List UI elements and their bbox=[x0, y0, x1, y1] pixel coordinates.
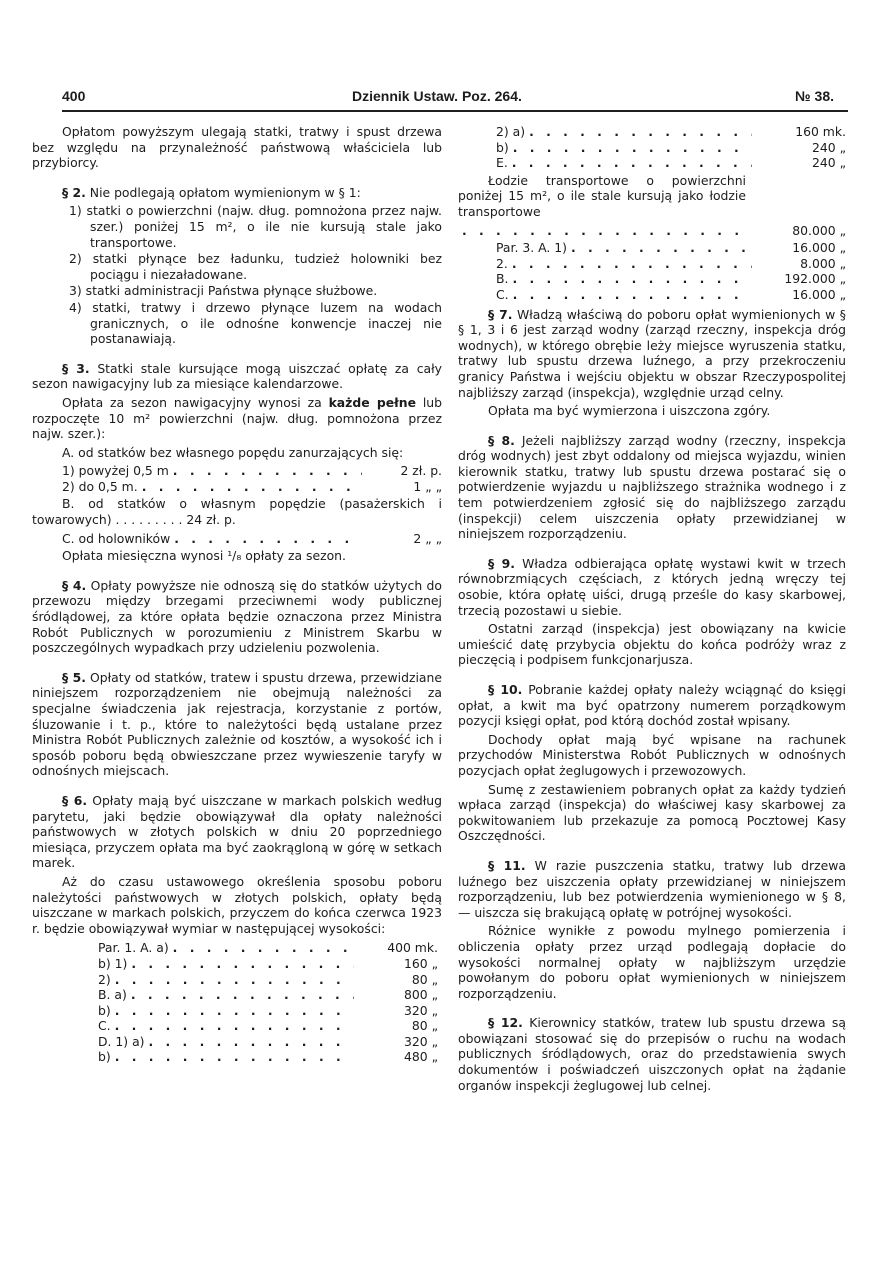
section-6-transitional: Aż do czasu ustawowego określenia sposobu poboru należytości państwowych w złotych polskich, opłaty będą uiszczane w markach polskich, przyczem do końca czerwca 1923 r. będzie obowiązywał wymiar w następującej wysokości: bbox=[32, 873, 442, 936]
list-item: 4) statki, tratwy i drzewo płynące luzem na wodach granicznych, o ile odnośne konwencje inaczej nie postanawiają. bbox=[69, 299, 442, 347]
section-8: § 8. Jeżeli najbliższy zarząd wodny (rzeczny, inspekcja dróg wodnych) jest zbyt oddalony od miejsca wyjazdu, winien kierownik statku, tratwy lub spustu drzewa postarać się o potwierdzenie wyjazdu u najbliższego strażnika wodnego i z tem potwierdzeniem zgłosić się do najbliższego zarządu (inspekcji) celem uiszczenia opłaty przewidzianej w niniejszem rozporządzeniu. bbox=[458, 432, 846, 542]
right-column bbox=[458, 124, 846, 1096]
section-7: § 7. Władzą właściwą do poboru opłat wymienionych w § § 1, 3 i 6 jest zarząd wodny (zarząd rzeczny, inspekcja dróg wodnych), w którego obrębie leży miejsce wyruszenia statku, tratwy lub spustu drzewa luźnego, a przy przekroczeniu granicy Państwa i wejściu objektu w obszar Rzeczypospolitej najbliższy zarząd (inspekcja), względnie urząd celny. bbox=[458, 306, 846, 400]
section-3-mark: § 3. bbox=[62, 360, 90, 376]
section-3-category-b: B. od statków o własnym popędzie (pasażerskich i towarowych) . . . . . . . . . 24 zł. p. bbox=[32, 496, 442, 528]
header-rule bbox=[62, 110, 848, 112]
section-3-text: Statki stale kursujące mogą uiszczać opłatę za cały sezon nawigacyjny lub za miesiące kalendarzowe. bbox=[32, 360, 442, 392]
fee-row: B. a) . . . 800 „ bbox=[98, 987, 438, 1003]
list-item: 3) statki administracji Państwa płynące służbowe. bbox=[69, 283, 378, 299]
fee-row: C. . . . 16.000 „ bbox=[496, 287, 846, 303]
journal-title: Dziennik Ustaw. Poz. 264. bbox=[352, 88, 522, 104]
section-11-differences: Różnice wynikłe z powodu mylnego pomierzenia i obliczenia opłaty przez urząd podlegają dopłacie do wysokości normalnej opłaty w najbliższym urzędzie powołanym do poboru opłat wymienionych w niniejszem rozporządzeniu. bbox=[458, 923, 846, 1001]
fee-row: b) . . . 320 „ bbox=[98, 1003, 438, 1019]
rate-row: C. od holowników . . . 2 „ „ bbox=[62, 531, 442, 547]
section-3-category-a: A. od statków bez własnego popędu zanurzających się: bbox=[62, 444, 404, 460]
fee-row: E. . . . 240 „ bbox=[496, 155, 846, 171]
page-header bbox=[62, 86, 842, 110]
section-3-category-c bbox=[62, 531, 442, 547]
list-item: 1) statki o powierzchni (najw. dług. pomnożona przez najw. szer.) poniżej 15 m², o ile nie kursują stale jako transportowe. bbox=[69, 203, 442, 250]
section-2-mark: § 2. bbox=[62, 184, 86, 200]
section-11: § 11. W razie puszczenia statku, tratwy lub drzewa luźnego bez uiszczenia opłaty przewidzianej w niniejszem rozporządzeniu, lub bez potwierdzenia wymienionego w § 8, — uiszcza się brakującą opłatę w potrójnej wysokości. bbox=[458, 857, 846, 920]
section-3-rates bbox=[62, 463, 442, 494]
mark-fee-table bbox=[98, 940, 438, 1065]
fee-row: C. . . . 80 „ bbox=[98, 1018, 438, 1034]
section-7-payment: Opłata ma być wymierzona i uiszczona zgóry. bbox=[488, 403, 771, 419]
fee-row: b) 1) . . . 160 „ bbox=[98, 956, 438, 972]
fee-row: Par. 1. A. a) . . . 400 mk. bbox=[98, 940, 438, 956]
page-number: 400 bbox=[62, 88, 86, 104]
fee-row: B. . . . 192.000 „ bbox=[496, 271, 846, 287]
section-10: § 10. Pobranie każdej opłaty należy wciągnąć do księgi opłat, a kwit ma być opatrzony numerem porządkowym pozycji księgi opłat, pod którą dochód został wpisany. bbox=[458, 682, 846, 729]
section-3-monthly: Opłata miesięczna wynosi ¹/₈ opłaty za sezon. bbox=[62, 548, 346, 564]
fee-row: 2) a) . . . 160 mk. bbox=[496, 124, 846, 140]
transport-boats-text: Łodzie transportowe o powierzchni poniżej 15 m², o ile stale kursują jako łodzie transportowe bbox=[458, 172, 746, 219]
section-3-rate-intro: Opłata za sezon nawigacyjny wynosi za każde pełne lub rozpoczęte 10 m² powierzchni (najw. dług. pomnożona przez najw. szer.): bbox=[32, 394, 442, 442]
section-12: § 12. Kierownicy statków, tratew lub spustu drzewa są obowiązani stosować się do przepisów o ruchu na wodach publicznych śródlądowych, oraz do przedstawienia swych dokumentów i poświadczeń uiszczonych opłat na żądanie organów inspekcji żeglugowej lub celnej. bbox=[458, 1015, 846, 1093]
list-item: 2) statki płynące bez ładunku, tudzież holowniki bez pociągu i niezaładowane. bbox=[69, 251, 442, 282]
fee-row: b) . . . 480 „ bbox=[98, 1049, 438, 1065]
section-6: § 6. Opłaty mają być uiszczane w markach polskich według parytetu, jaki będzie obowiązywał dla opłaty należności państwowych w złotych polskich w dniu 20 poprzedniego miesiąca, przyczem opłata ma być zaokrągloną w górę w setkach marek. bbox=[32, 792, 442, 871]
section-9: § 9. Władza odbierająca opłatę wystawi kwit w trzech równobrzmiących częściach, z których jedną wręczy tej osobie, która opłatę uiści, drugą prześle do kasy skarbowej, trzecią pozostawi u siebie. bbox=[458, 555, 846, 618]
fee-row: b) . . . 240 „ bbox=[496, 140, 846, 156]
section-2 bbox=[32, 185, 442, 201]
par-3-fee-table bbox=[496, 240, 846, 302]
section-4: § 4. Opłaty powyższe nie odnoszą się do statków użytych do przewozu między brzegami przeciwnemi wody publicznej śródlądowej, za które opłata będzie oznaczona przez Ministra Robót Publicznych w porozumieniu z Ministrem Skarbu w poszczególnych wypadkach przy udzieleniu pozwolenia. bbox=[32, 577, 442, 656]
mark-fee-table-continued bbox=[496, 124, 846, 171]
fee-row: 2. . . . 8.000 „ bbox=[496, 256, 846, 272]
rate-row: 1) powyżej 0,5 m . . . 2 zł. p. bbox=[62, 463, 442, 479]
rate-row: 2) do 0,5 m. . . . 1 „ „ bbox=[62, 479, 442, 495]
section-3 bbox=[32, 361, 442, 392]
section-9-last-office: Ostatni zarząd (inspekcja) jest obowiązany na kwicie umieścić datę przybycia objektu do końca podróży wraz z pieczęcią i podpisem funkcjonarjusza. bbox=[458, 621, 846, 668]
transport-boats-fee bbox=[458, 223, 846, 239]
section-10-weekly: Sumę z zestawieniem pobranych opłat za każdy tydzień wpłaca zarząd (inspekcja) do właściwej kasy skarbowej za pokwitowaniem lub przekazuje za pomocą Pocztowej Kasy Oszczędności. bbox=[458, 781, 846, 844]
left-column bbox=[32, 124, 442, 1067]
fee-row: Par. 3. A. 1) . . . 16.000 „ bbox=[496, 240, 846, 256]
section-5: § 5. Opłaty od statków, tratew i spustu drzewa, przewidziane niniejszem rozporządzeniem nie obejmują należności za specjalne świadczenia jak rejestracja, korzystanie z portów, śluzowanie i t. p., które to należytości będą ustalane przez Ministra Robót Publicznych zależnie od kosztów, a wysokość ich i sposób poboru będą obwieszczane przez wywieszenie taryfy w odnośnych miejscach. bbox=[32, 669, 442, 779]
fee-row: D. 1) a) . . . 320 „ bbox=[98, 1034, 438, 1050]
issue-number: № 38. bbox=[795, 88, 834, 104]
fee-row: 2) . . . 80 „ bbox=[98, 972, 438, 988]
section-10-income: Dochody opłat mają być wpisane na rachunek przychodów Ministerstwa Robót Publicznych w odnośnych pozycjach opłat żeglugowych i przewozowych. bbox=[458, 731, 846, 778]
fee-row: . . . 80.000 „ bbox=[458, 223, 846, 239]
intro-paragraph: Opłatom powyższym ulegają statki, tratwy i spust drzewa bez względu na przynależność państwową właściciela lub przybiorcy. bbox=[32, 124, 442, 171]
section-2-list bbox=[32, 203, 442, 346]
section-2-text: Nie podlegają opłatom wymienionym w § 1: bbox=[89, 184, 361, 200]
